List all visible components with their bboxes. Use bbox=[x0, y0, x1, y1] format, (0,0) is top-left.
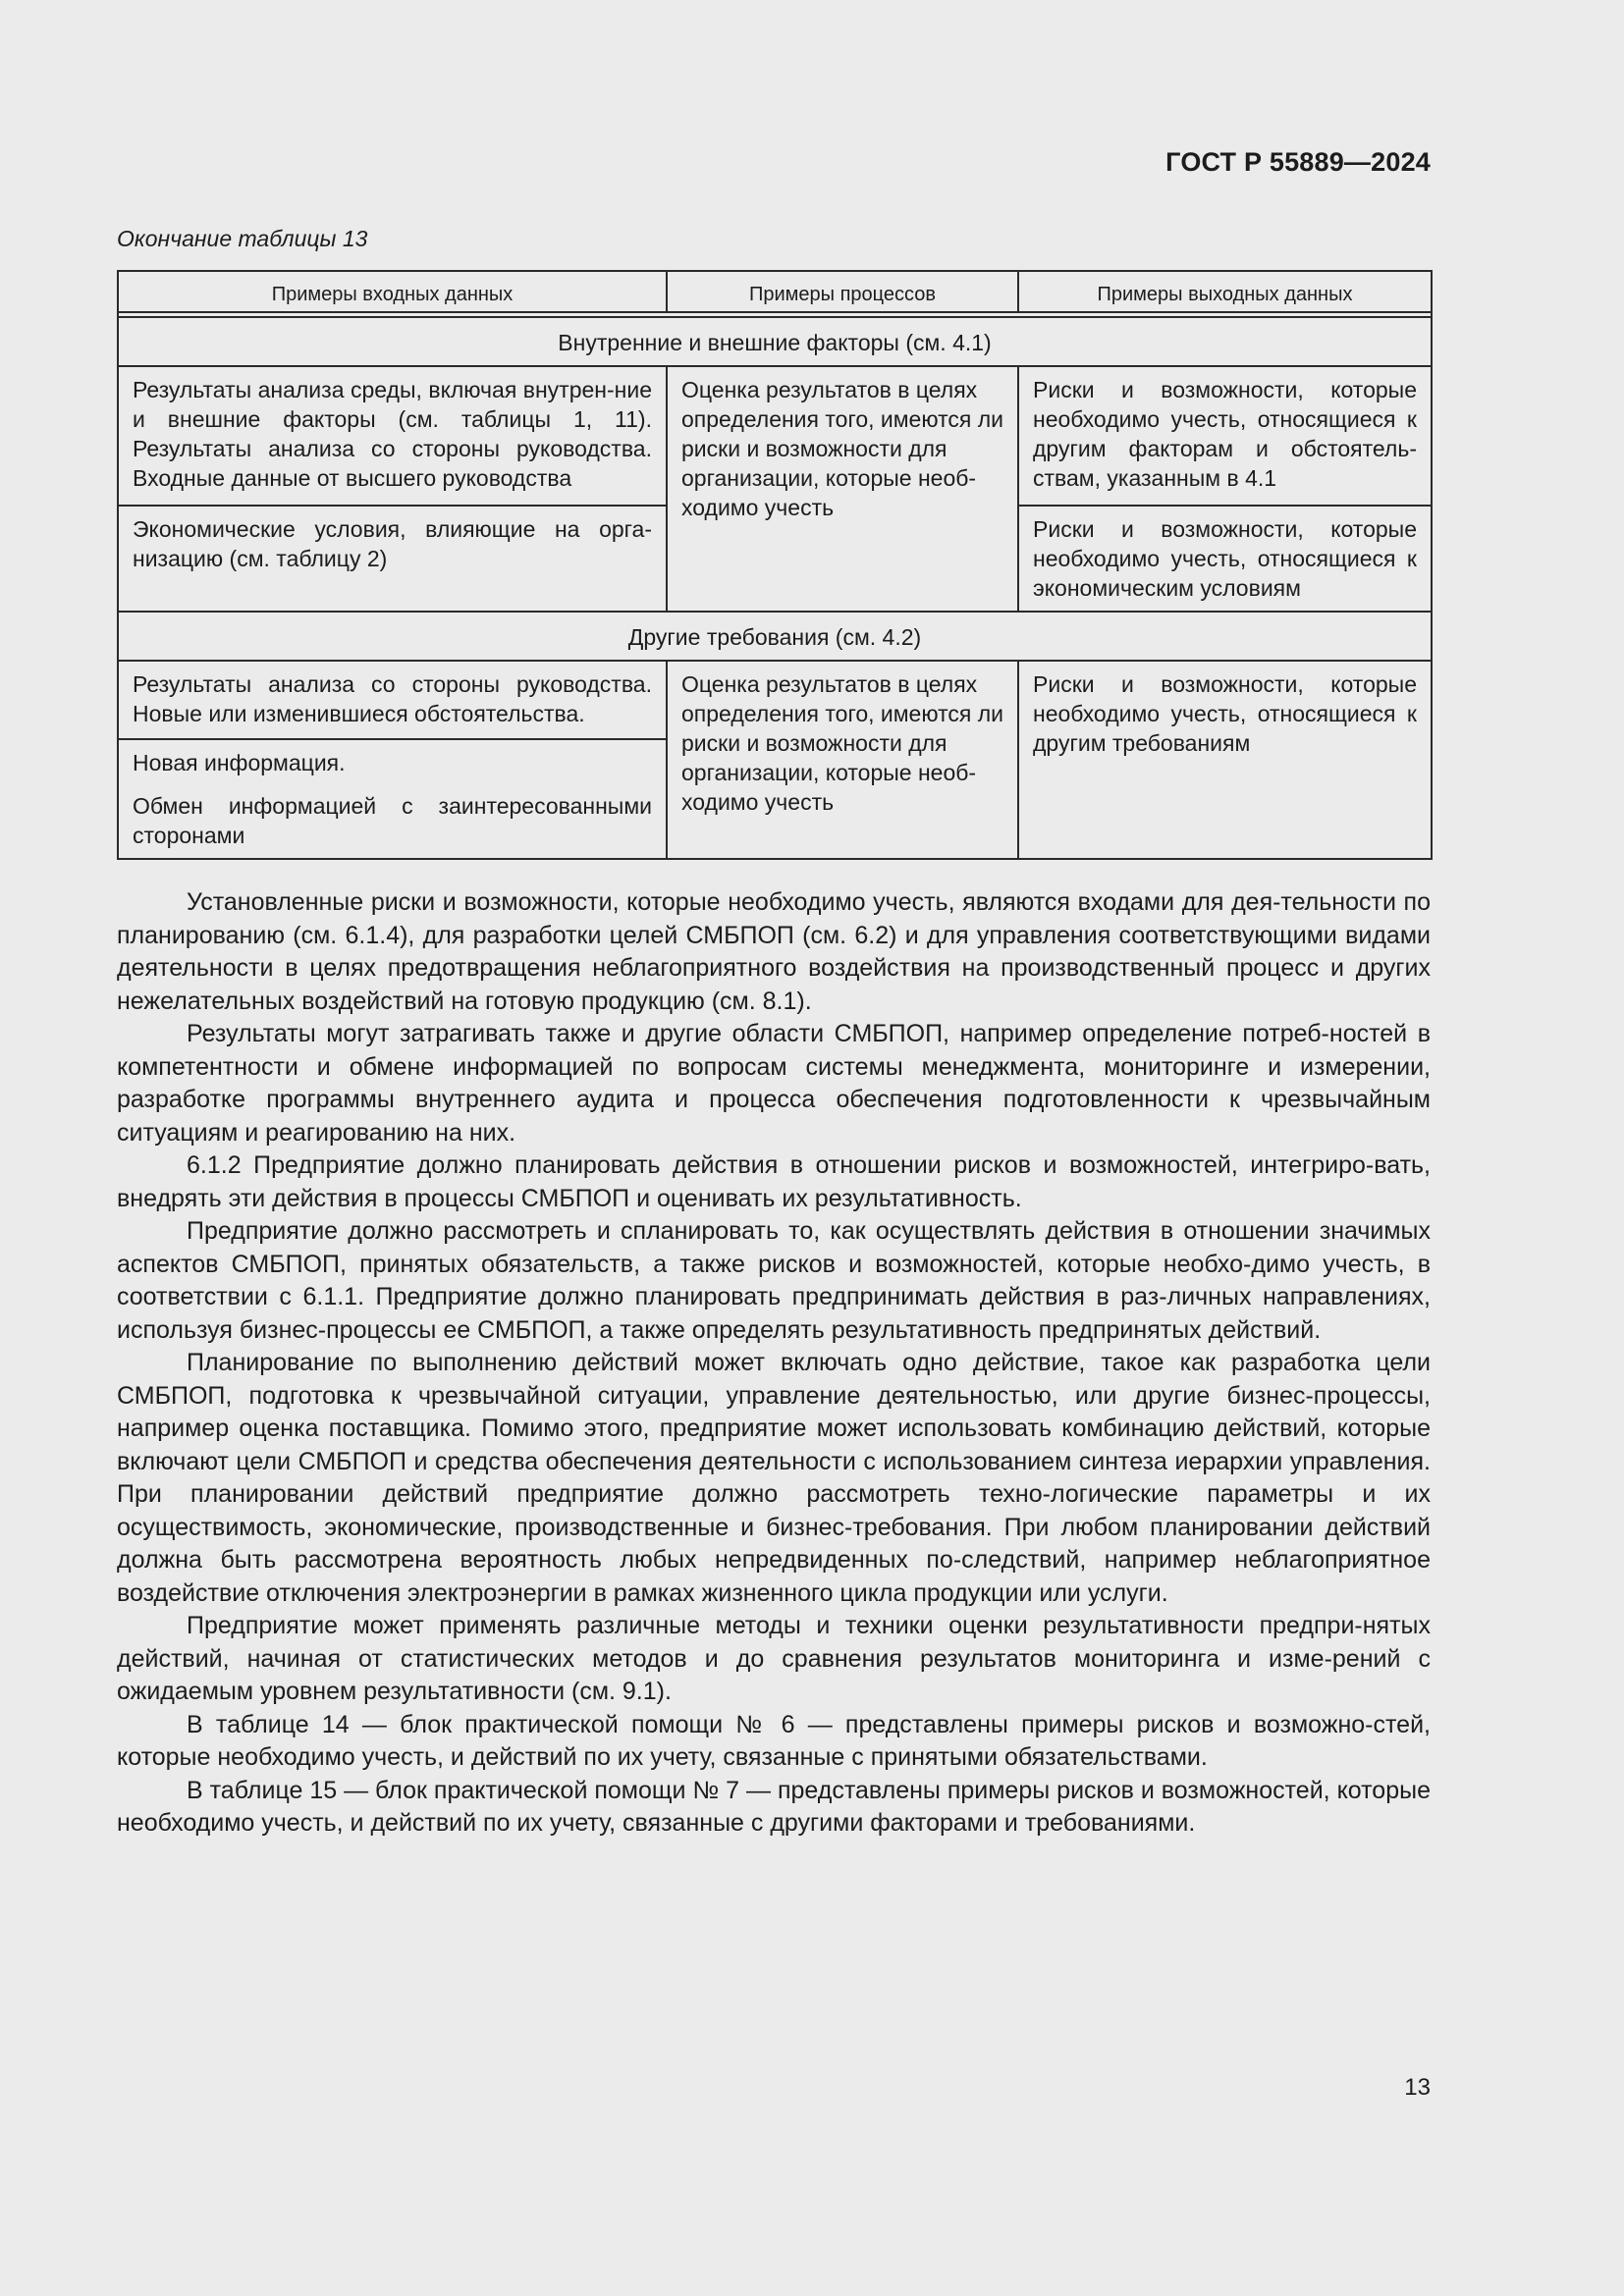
page-number: 13 bbox=[1404, 2074, 1431, 2101]
paragraph: В таблице 14 — блок практической помощи № 6 — представлены примеры рисков и возможно-стей, которые необходимо учесть, и действий по их учету, связанные с принятыми обязательствами. bbox=[117, 1710, 1431, 1771]
input-cell: Результаты анализа со стороны руководства. Новые или изменившиеся обстоятельства. bbox=[118, 661, 667, 739]
paragraph: Установленные риски и возможности, которые необходимо учесть, являются входами для дея-тельности по планированию (см. 6.1.4), для разработки целей СМБПОП (см. 6.2) и для управления соответствующими видами деятельности в целях предотвращения неблагоприятного воздействия на производственный процесс и других нежелательных воздействий на готовую продукцию (см. 8.1). bbox=[117, 888, 1431, 1015]
table-row bbox=[118, 366, 1432, 506]
section-title: Внутренние и внешние факторы (см. 4.1) bbox=[118, 317, 1432, 366]
paragraph: Предприятие может применять различные методы и техники оценки результативности предпри-нятых действий, начиная от статистических методов и до сравнения результатов мониторинга и изме-рений с ожидаемым уровнем результативности (см. 9.1). bbox=[117, 1612, 1431, 1705]
input-line: Новая информация. bbox=[133, 750, 346, 775]
paragraph: 6.1.2 Предприятие должно планировать действия в отношении рисков и возможностей, интегриро-вать, внедрять эти действия в процессы СМБПОП и оценивать их результативность. bbox=[117, 1151, 1431, 1212]
document-code: ГОСТ Р 55889—2024 bbox=[1165, 147, 1431, 177]
input-line: Обмен информацией с заинтересованными сторонами bbox=[133, 793, 652, 848]
process-cell: Оценка результатов в целях определения того, имеются ли риски и возможности для организации, которые необ-ходимо учесть bbox=[667, 661, 1018, 859]
input-cell bbox=[118, 739, 667, 859]
section-row bbox=[118, 317, 1432, 366]
process-cell: Оценка результатов в целях определения того, имеются ли риски и возможности для организации, которые необ-ходимо учесть bbox=[667, 366, 1018, 612]
table-header-row bbox=[118, 271, 1432, 312]
table-caption: Окончание таблицы 13 bbox=[117, 226, 368, 251]
risk-table bbox=[117, 270, 1433, 860]
paragraph: В таблице 15 — блок практической помощи № 7 — представлены примеры рисков и возможностей, которые необходимо учесть, и действий по их учету, связанные с другими факторами и требованиями. bbox=[117, 1776, 1431, 1837]
table-row bbox=[118, 661, 1432, 739]
paragraph: Результаты могут затрагивать также и другие области СМБПОП, например определение потреб-ностей в компетентности и обмене информацией по вопросам системы менеджмента, мониторинге и измерении, разработке программы внутреннего аудита и процесса обеспечения подготовленности к чрезвычайным ситуациям и реагированию на них. bbox=[117, 1020, 1431, 1147]
body-text bbox=[117, 886, 1431, 1841]
output-cell: Риски и возможности, которые необходимо учесть, относящиеся к другим факторам и обстоятель-ствам, указанным в 4.1 bbox=[1018, 366, 1432, 506]
section-title: Другие требования (см. 4.2) bbox=[118, 612, 1432, 661]
input-cell: Результаты анализа среды, включая внутрен-ние и внешние факторы (см. таблицы 1, 11). Результаты анализа со стороны руководства. Входные данные от высшего руководства bbox=[118, 366, 667, 506]
column-header-inputs: Примеры входных данных bbox=[118, 271, 667, 312]
section-row bbox=[118, 612, 1432, 661]
paragraph: Предприятие должно рассмотреть и спланировать то, как осуществлять действия в отношении значимых аспектов СМБПОП, принятых обязательств, а также рисков и возможностей, которые необхо-димо учесть, в соответствии с 6.1.1. Предприятие должно планировать предпринимать действия в раз-личных направлениях, используя бизнес-процессы ее СМБПОП, а также определять результативность предпринятых действий. bbox=[117, 1217, 1431, 1344]
input-cell: Экономические условия, влияющие на орга-низацию (см. таблицу 2) bbox=[118, 506, 667, 612]
column-header-processes: Примеры процессов bbox=[667, 271, 1018, 312]
paragraph: Планирование по выполнению действий может включать одно действие, такое как разработка цели СМБПОП, подготовка к чрезвычайной ситуации, управление деятельностью, или другие бизнес-процессы, например оценка поставщика. Помимо этого, предприятие может использовать комбинацию действий, которые включают цели СМБПОП и средства обеспечения деятельности с использованием синтеза иерархии управления. При планировании действий предприятие должно рассмотреть техно-логические параметры и их осуществимость, экономические, производственные и бизнес-требования. При любом планировании действий должна быть рассмотрена вероятность любых непредвиденных по-следствий, например неблагоприятное воздействие отключения электроэнергии в рамках жизненного цикла продукции или услуги. bbox=[117, 1349, 1431, 1607]
output-cell: Риски и возможности, которые необходимо учесть, относящиеся к экономическим условиям bbox=[1018, 506, 1432, 612]
column-header-outputs: Примеры выходных данных bbox=[1018, 271, 1432, 312]
output-cell: Риски и возможности, которые необходимо учесть, относящиеся к другим требованиям bbox=[1018, 661, 1432, 859]
